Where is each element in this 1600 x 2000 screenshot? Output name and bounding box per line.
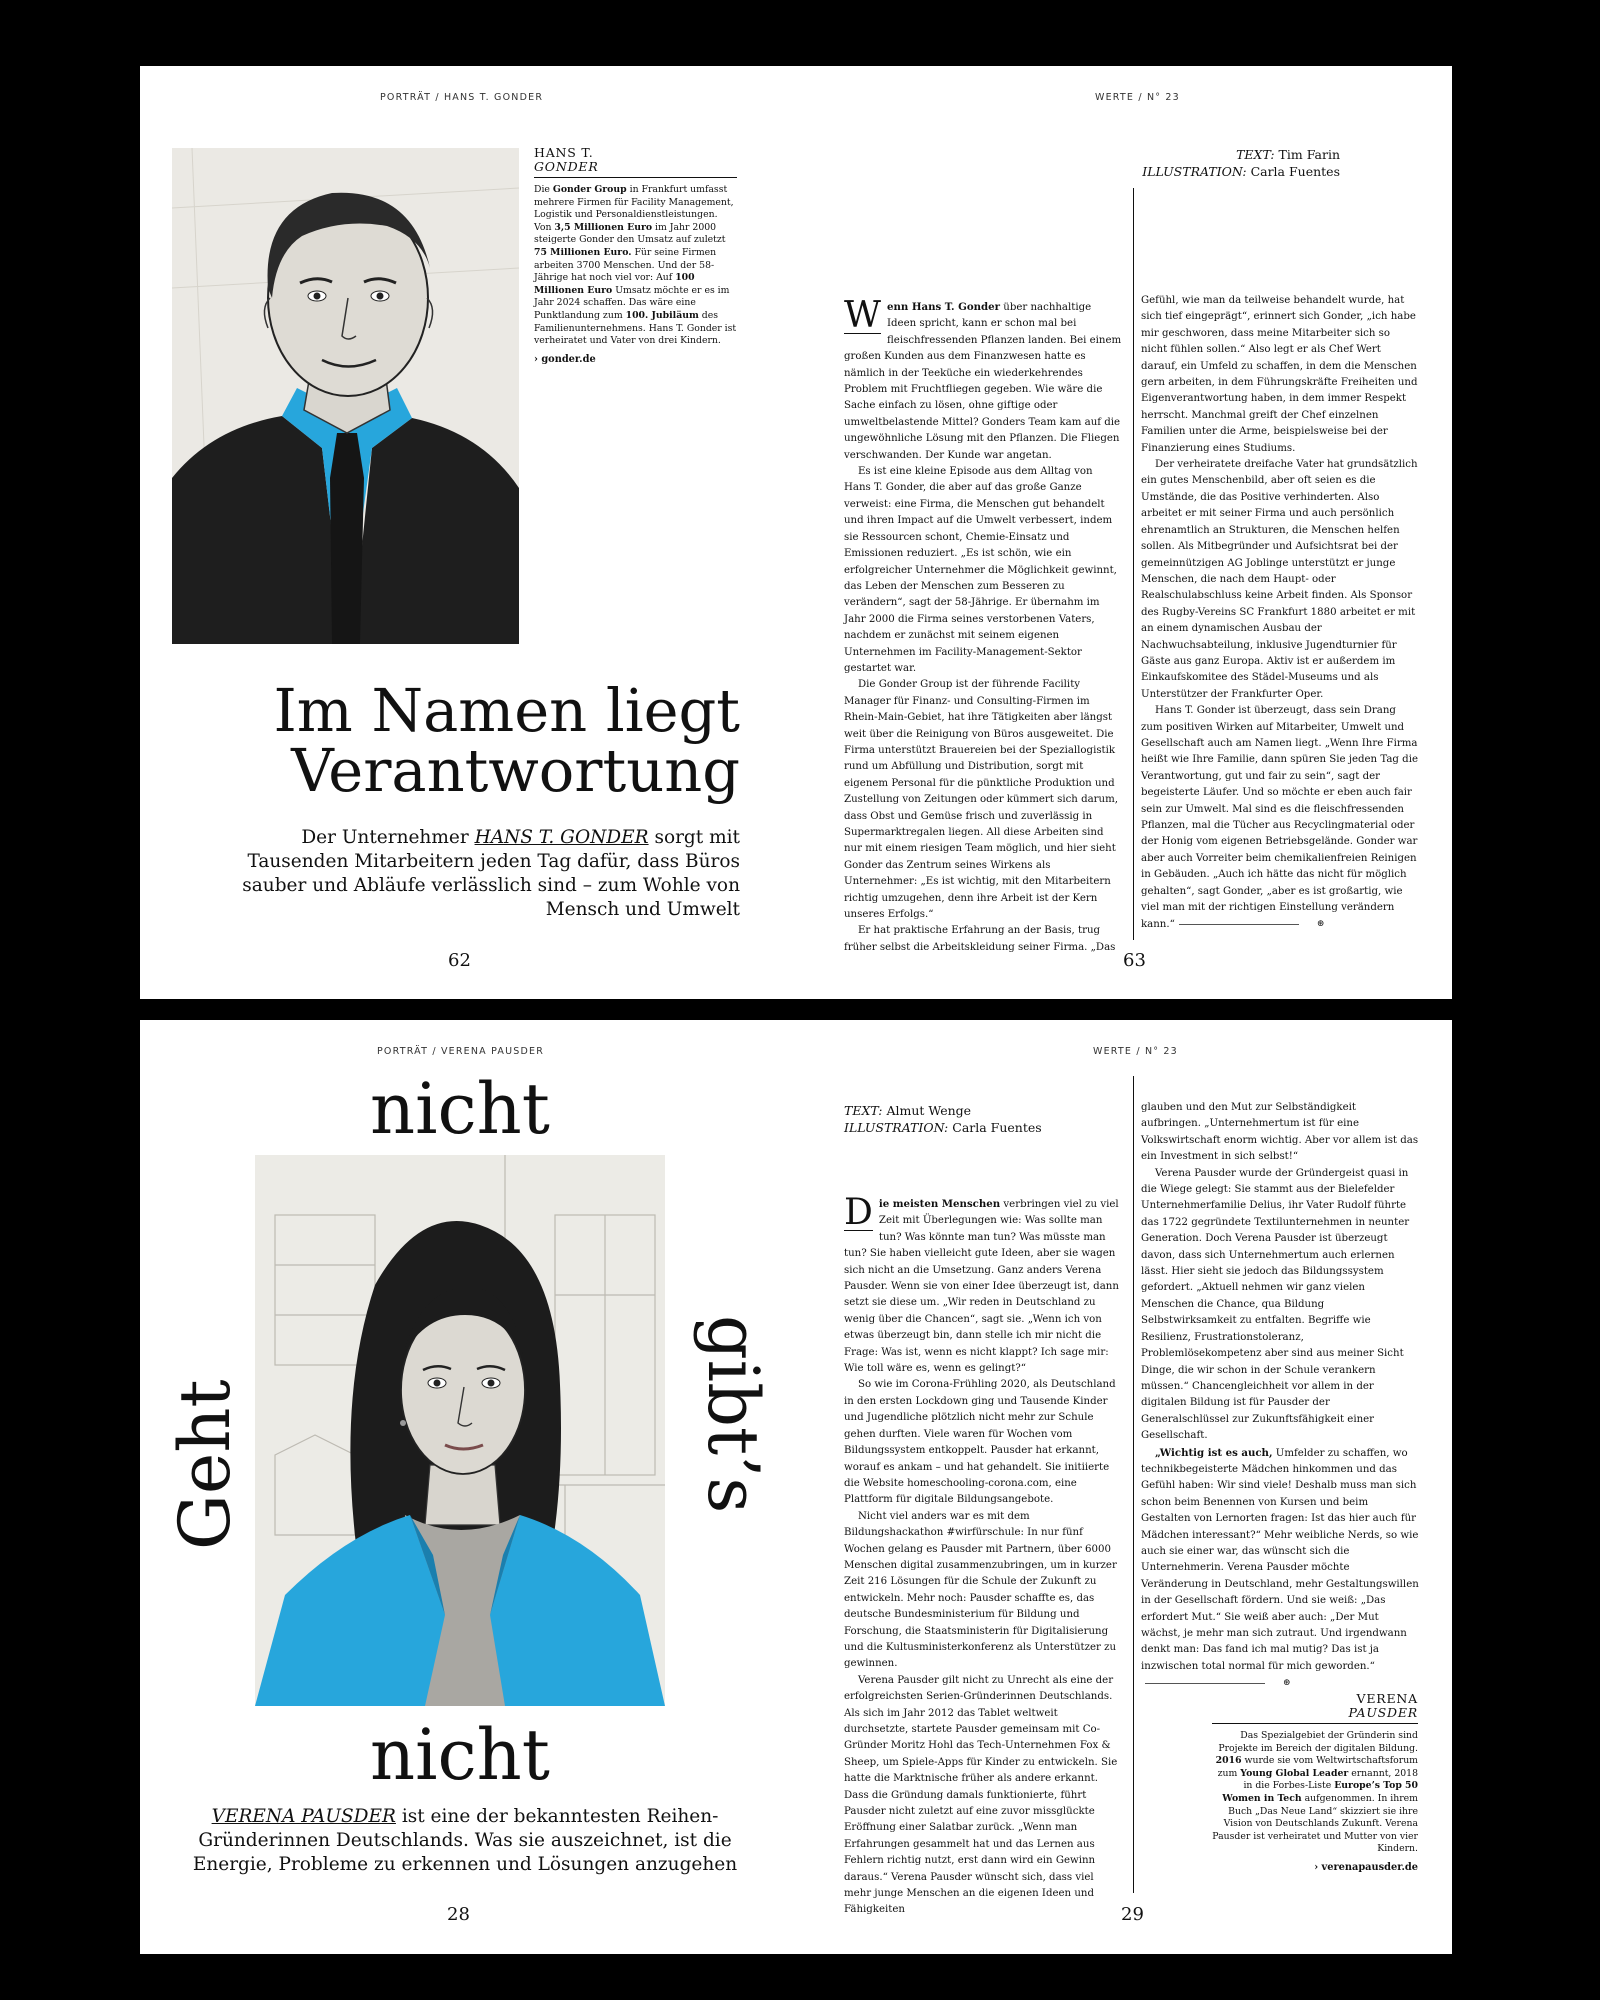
title-word-top: nicht bbox=[370, 1068, 550, 1150]
bio-last-name: PAUSDER bbox=[1348, 1705, 1418, 1720]
bio-first-name: HANS T. bbox=[534, 145, 594, 160]
body-column-1: W enn Hans T. Gonder über nachhaltige Ideen spricht, kann er schon mal bei fleischfressenden Pflanzen landen. Bei einem großen Kunden aus dem Finanzwesen hatte es nämlich in der Teeküche ein wiederkehrendes Problem mit Fruchtfliegen gegeben. Wie wäre die Sache einfach zu lösen, ohne giftige oder umweltbelastende Mittel? Gonders Team kam auf die ungewöhnliche Lösung mit den Pflanzen. Die Fliegen verschwanden. Der Kunde war angetan. Es ist eine kleine Episode aus dem Alltag von Hans T. Gonder, die aber auf das große Ganze verweist: eine Firma, die Menschen gut behandelt und ihren Impact auf die Umwelt verbessert, indem sie Ressourcen schont, Chemie-Einsatz und Emissionen reduziert. „Es ist schön, wie ein erfolgreicher Unternehmer die Möglichkeit gewinnt, das Leben der Menschen zum Besseren zu verändern“, sagt der 58-Jährige. Er übernahm im Jahr 2000 die Firma seines verstorbenen Vaters, nachdem er zunächst mit seinem eigenen Unternehmen im Facility-Management-Sektor gestartet war. Die Gonder Group ist der führende Facility Manager für Finanz- und Consulting-Firmen im Rhein-Main-Gebiet, hat ihre Tätigkeiten aber längst weit über die Reinigung von Büros ausgeweitet. Die Firma unterstützt Brauereien bei der Speziallogistik rund um Abfüllung und Distribution, sorgt mit eigenem Personal für die pünktliche Produktion und Zustellung von Zeitungen oder kümmert sich darum, dass Obst und Gemüse frisch und zuverlässig in Supermarktregalen liegen. All diese Arbeiten sind nur mit einem riesigen Team möglich, und hier sieht Gonder das Zentrum seines Wirkens als Unternehmer: „Es ist wichtig, mit den Mitarbeitern richtig umzugehen, denn ihre Arbeit ist der Kern unseres Erfolgs.“ Er hat praktische Erfahrung an der Basis, trug früher selbst die Arbeitskleidung seiner Firma. „Das bbox=[844, 295, 1122, 953]
page-number-right: 29 bbox=[1121, 1904, 1144, 1925]
headline-line-2: Verantwortung bbox=[291, 736, 740, 805]
column-rule bbox=[1133, 1076, 1134, 1893]
running-head-left: PORTRÄT / HANS T. GONDER bbox=[380, 92, 544, 103]
end-mark-icon: ⊛ bbox=[1316, 919, 1325, 930]
column-rule bbox=[1133, 188, 1134, 940]
credits: TEXT: Almut Wenge ILLUSTRATION: Carla Fuentes bbox=[844, 1103, 1042, 1135]
gonder-bio-box bbox=[534, 146, 737, 365]
title-word-bottom: nicht bbox=[370, 1714, 550, 1796]
page-number-right: 63 bbox=[1123, 950, 1146, 971]
end-rule bbox=[1145, 1683, 1265, 1684]
standfirst-name: VERENA PAUSDER bbox=[211, 1806, 396, 1827]
bio-text: Das Spezialgebiet der Gründerin sind Projekte im Bereich der digitalen Bildung. 2016 wurde sie vom Weltwirtschaftsforum zum Young Global Leader ernannt, 2018 in die Forbes-Liste Europe’s Top 50 Women in Tech aufgenommen. In ihrem Buch „Das Neue Land“ skizziert sie ihre Vision von Deutschlands Zukunft. Verena Pausder ist verheiratet und Mutter von vier Kindern. bbox=[1212, 1730, 1418, 1855]
pausder-portrait-illustration bbox=[255, 1155, 665, 1706]
credits: TEXT: Tim Farin ILLUSTRATION: Carla Fuentes bbox=[1142, 147, 1340, 179]
bio-rule bbox=[1212, 1723, 1418, 1724]
bio-text: Die Gonder Group in Frankfurt umfasst mehrere Firmen für Facility Management, Logistik und Personaldienstleistungen. Von 3,5 Millionen Euro im Jahr 2000 steigerte Gonder den Umsatz auf zuletzt 75 Millionen Euro. Für seine Firmen arbeiten 3700 Menschen. Und der 58-Jährige hat noch viel vor: Auf 100 Millionen Euro Umsatz möchte er es im Jahr 2024 schaffen. Das wäre eine Punktlandung zum 100. Jubiläum des Familienunternehmens. Hans T. Gonder ist verheiratet und Vater von drei Kindern. bbox=[534, 184, 737, 347]
drop-cap: D bbox=[844, 1192, 873, 1233]
bio-name bbox=[534, 146, 737, 174]
running-head-right: WERTE / N° 23 bbox=[1095, 92, 1180, 103]
bio-last-name: GONDER bbox=[534, 159, 599, 174]
page-number-left: 62 bbox=[448, 950, 471, 971]
pausder-bio-box bbox=[1212, 1692, 1418, 1873]
body-column-2: Gefühl, wie man da teilweise behandelt wurde, hat sich tief eingeprägt“, erinnert sich Gonder, „ich habe mir geschworen, dass meine Mitarbeiter sich so nicht fühlen sollen.“ Also legt er als Chef Wert darauf, ein Umfeld zu schaffen, in dem die Menschen gern arbeiten, in dem Führungskräfte Freiheiten und Eigenverantwortung haben, in dem immer Respekt herrscht. Manchmal greift der Chef einzelnen Familien unter die Arme, beispielsweise bei der Finanzierung eines Studiums. Der verheiratete dreifache Vater hat grundsätzlich ein gutes Menschenbild, aber oft seien es die Umstände, die das Positive verhinderten. Also arbeitet er mit seiner Firma und auch persönlich ehrenamtlich an Strukturen, die Menschen helfen sollen. Als Mitbegründer und Aufsichtsrat bei der gemeinnützigen AG Joblinge unterstützt er junge Menschen, die nach dem Haupt- oder Realschulabschluss keine Arbeit finden. Als Sponsor des Rugby-Vereins SC Frankfurt 1880 arbeitet er mit an einem dynamischen Ausbau der Nachwuchsabteilung, inklusive Jugendturnier für Gäste aus ganz Europa. Aktiv ist er außerdem im Einkaufskomitee des Städel-Museums und als Unterstützer der Frankfurter Oper. Hans T. Gonder ist überzeugt, dass sein Drang zum positiven Wirken auf Mitarbeiter, Umwelt und Gesellschaft auch am Namen liegt. „Wenn Ihre Firma heißt wie Ihre Familie, dann spüren Sie jeden Tag die Verantwortung, gut und fair zu sein“, sagt der begeisterte Läufer. Und so möchte er eben auch fair sein zur Umwelt. Mal sind es die fleischfressenden Pflanzen, mal die Tücher aus Recyclingmaterial oder der Honig vom eigenen Betriebsgelände. Gonder war aber auch Vorreiter beim chemikalienfreien Reinigen in Gebäuden. „Auch ich hätte das nicht für möglich gehalten“, sagt Gonder, „aber es ist großartig, wie viel man mit der richtigen Einstellung verändern kann.“ ⊛ bbox=[1141, 293, 1419, 933]
running-head-right: WERTE / N° 23 bbox=[1093, 1046, 1178, 1057]
bio-website-link[interactable]: › verenapausder.de bbox=[1314, 1861, 1418, 1873]
spread-pausder bbox=[140, 1020, 1452, 1954]
gonder-portrait-illustration bbox=[172, 148, 519, 644]
standfirst-name: HANS T. GONDER bbox=[474, 827, 649, 848]
running-head-left: PORTRÄT / VERENA PAUSDER bbox=[377, 1046, 544, 1057]
headline bbox=[210, 676, 740, 805]
standfirst: Der Unternehmer HANS T. GONDER sorgt mit Tausenden Mitarbeitern jeden Tag dafür, dass Büros sauber und Abläufe verlässlich sind – zum Wohle von Mensch und Umwelt bbox=[242, 827, 740, 920]
page-number-left: 28 bbox=[447, 1904, 470, 1925]
bio-first-name: VERENA bbox=[1356, 1691, 1418, 1706]
drop-cap: W bbox=[844, 295, 882, 336]
standfirst: VERENA PAUSDER ist eine der bekanntesten Reihen-Gründerinnen Deutschlands. Was sie auszeichnet, ist die Energie, Probleme zu erkennen und Lösungen anzugehen bbox=[192, 1806, 738, 1875]
bio-name bbox=[1212, 1692, 1418, 1720]
title-word-left: Geht bbox=[164, 1379, 246, 1550]
end-rule bbox=[1179, 924, 1299, 925]
body-column-1: D ie meisten Menschen verbringen viel zu viel Zeit mit Überlegungen wie: Was sollte man tun? Was könnte man tun? Was müsste man tun? Sie haben vielleicht gute Ideen, aber sie wagen sich nicht an die Umsetzung. Ganz anders Verena Pausder. Wenn sie von einer Idee überzeugt ist, dann setzt sie diese um. „Wir reden in Deutschland zu wenig über die Chancen“, sagt sie. „Wenn ich von etwas überzeugt bin, dann stelle ich mir nicht die Frage: Was ist, wenn es nicht klappt? Ich sage mir: Wie toll wäre es, wenn es gelingt?“ So wie im Corona-Frühling 2020, als Deutschland in den ersten Lockdown ging und Tausende Kinder und Jugendliche plötzlich nicht mehr zur Schule gehen durften. Viele waren für Wochen vom Bildungssystem entkoppelt. Pausder hat erkannt, worauf es ankam – und hat gehandelt. Sie initiierte die Website homeschooling-corona.com, eine Plattform für digitale Bildungsangebote. Nicht viel anders war es mit dem Bildungshackathon #wirfürschule: In nur fünf Wochen gelang es Pausder mit Partnern, über 6000 Menschen digital zusammenzubringen, um in kurzer Zeit 216 Lösungen für die Schule der Zukunft zu entwickeln. Mehr noch: Pausder schaffte es, das deutsche Bundesministerium für Bildung und Forschung, die Staatsministerin für Digitalisierung und die Kultusministerkonferenz als Unterstützer zu gewinnen. Verena Pausder gilt nicht zu Unrecht als eine der erfolgreichsten Serien-Gründerinnen Deutschlands. Als sich im Jahr 2012 das Tablet weltweit durchsetzte, startete Pausder gemeinsam mit Co-Gründer Moritz Hohl das Tech-Unternehmen Fox & Sheep, um Spiele-Apps für Kinder zu entwickeln. Sie hatte die Marktnische früher als andere erkannt. Dass die Gründung damals funktionierte, führt Pausder nicht zuletzt auf eine zuvor missglückte Eröffnung einer Salatbar zurück. „Wenn man Erfahrungen gesammelt hat und das Lernen aus Fehlern richtig nutzt, erst dann wird ein Gewinn daraus.“ Verena Pausder wünscht sich, dass viel mehr junge Menschen an die eigenen Ideen und Fähigkeiten bbox=[844, 1192, 1119, 1916]
body-column-2: glauben und den Mut zur Selbständigkeit aufbringen. „Unternehmertum ist für eine Volkswirtschaft enorm wichtig. Aber vor allem ist das ein Investment in sich selbst!“ Verena Pausder wurde der Gründergeist quasi in die Wiege gelegt: Sie stammt aus der Bielefelder Unternehmerfamilie Delius, ihr Vater Rudolf führte das 1722 gegründete Textilunternehmen in neunter Generation. Doch Verena Pausder ist überzeugt davon, dass sich Unternehmertum auch erlernen lässt. Hier sieht sie jedoch das Bildungssystem gefordert. „Aktuell nehmen wir ganz vielen Menschen die Chance, qua Bildung Selbstwirksamkeit zu entfalten. Begriffe wie Resilienz, Frustrationstoleranz, Problemlösekompetenz aber sind aus meiner Sicht Dinge, die wir schon in der Schule verankern müssen.“ Chancengleichheit vor allem in der digitalen Bildung ist für Pausder der Generalschlüssel zur Zukunftsfähigkeit einer Gesellschaft. „Wichtig ist es auch, Umfelder zu schaffen, wo technikbegeisterte Mädchen hinkommen und das Gefühl haben: Wir sind viele! Deshalb muss man sich schon beim Benennen von Kursen und beim Gestalten von Lernorten fragen: Ist das hier auch für Mädchen interessant?“ Mehr weibliche Nerds, so wie auch sie einer war, das wünscht sich die Unternehmerin. Verena Pausder möchte Veränderung in Deutschland, mehr Gestaltungswillen in der Gesellschaft fördern. Und sie weiß: „Das erfordert Mut.“ Sie weiß aber auch: „Der Mut wächst, je mehr man sich zutraut. Und irgendwann denkt man: Das fand ich mal mutig? Das ist ja inzwischen total normal für mich geworden.“⊛ bbox=[1141, 1100, 1419, 1665]
bio-website-link[interactable]: › gonder.de bbox=[534, 353, 596, 365]
title-word-right: gibt’s bbox=[692, 1315, 774, 1514]
headline-line-1: Im Namen liegt bbox=[273, 676, 740, 745]
spread-gonder bbox=[140, 66, 1452, 999]
end-mark-icon: ⊛ bbox=[1283, 1678, 1291, 1689]
bio-rule bbox=[534, 177, 737, 178]
